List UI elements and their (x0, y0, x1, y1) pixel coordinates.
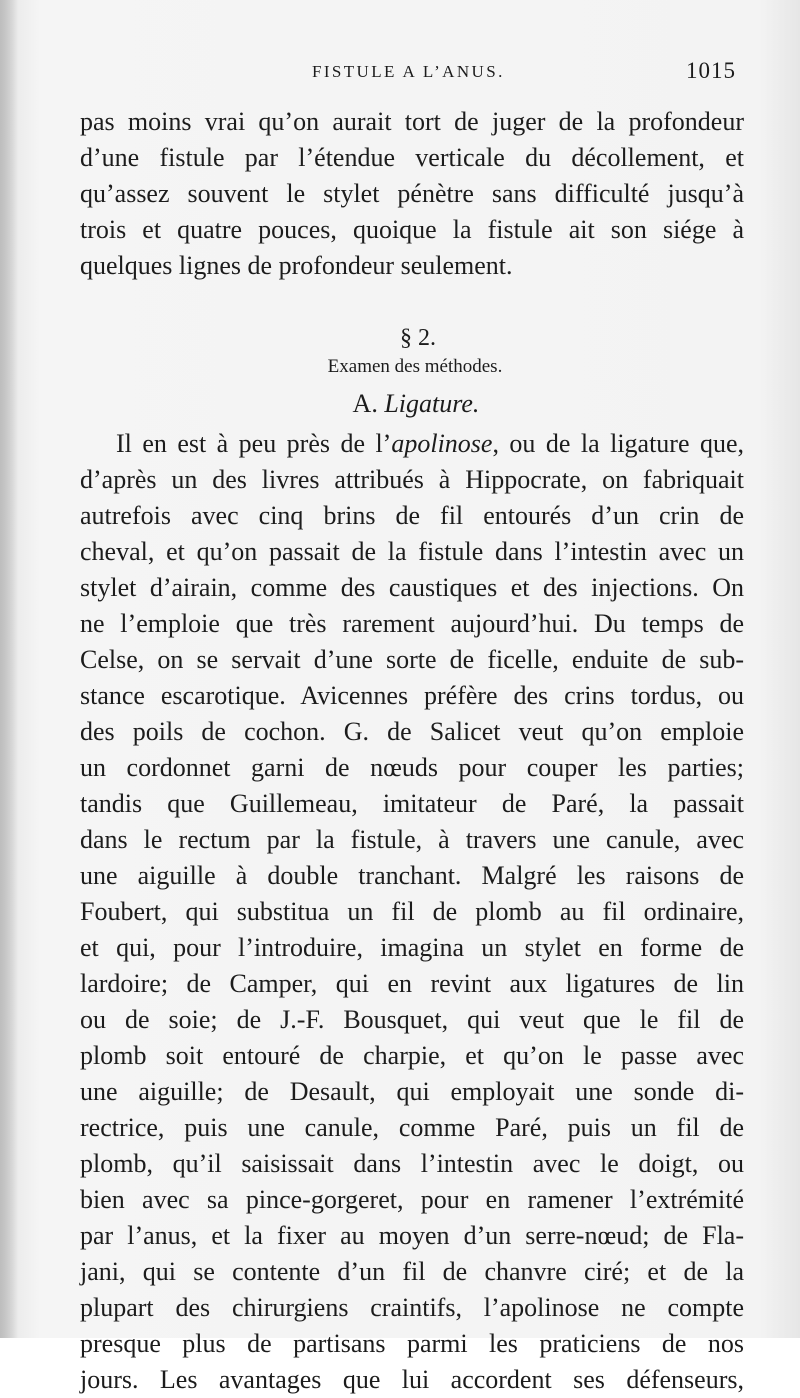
paragraph-continuation (80, 104, 744, 284)
text-line: une aiguille; de Desault, qui employait une sonde di- (80, 1077, 744, 1106)
text-line: ne l’emploie que très rarement aujourd’hui. Du temps de (80, 609, 744, 638)
page-number: 1015 (686, 58, 736, 83)
page-header (0, 58, 800, 88)
running-title: FISTULE A L’ANUS. (312, 62, 505, 81)
text-line-end: , ou de la ligature que, (492, 429, 744, 458)
section-title: Examen des méthodes. (327, 356, 503, 377)
text-line: jours. Les avantages que lui accordent ses défenseurs, (80, 1365, 744, 1394)
text-line: plupart des chirurgiens craintifs, l’apolinose ne compte (80, 1293, 744, 1322)
text-line: une aiguille à double tranchant. Malgré les raisons de (80, 861, 744, 890)
text-line: et qui, pour l’introduire, imagina un stylet en forme de (80, 933, 744, 962)
section-number: § 2. (400, 325, 436, 351)
text-line: stylet d’airain, comme des caustiques et des injections. On (80, 573, 744, 602)
body-text (80, 104, 744, 1398)
text-line: cheval, et qu’on passait de la fistule dans l’intestin avec un (80, 537, 744, 566)
text-line: d’une fistule par l’étendue verticale du décollement, et (80, 143, 744, 172)
text-line: par l’anus, et la fixer au moyen d’un serre-nœud; de Fla- (80, 1221, 744, 1250)
text-line: presque plus de partisans parmi les praticiens de nos (80, 1329, 744, 1358)
text-line: pas moins vrai qu’on aurait tort de juger de la profondeur (80, 107, 744, 136)
text-line: un cordonnet garni de nœuds pour couper les parties; (80, 753, 744, 782)
text-line: ou de soie; de J.-F. Bousquet, qui veut que le fil de (80, 1005, 744, 1034)
text-line: rectrice, puis une canule, comme Paré, puis un fil de (80, 1113, 744, 1142)
text-line: Foubert, qui substitua un fil de plomb au fil ordinaire, (80, 897, 744, 926)
text-line: quelques lignes de profondeur seulement. (80, 251, 513, 280)
subsection-heading (80, 382, 744, 426)
text-line: autrefois avec cinq brins de fil entourés d’un crin de (80, 501, 744, 530)
apolinose-term: apolinose (391, 429, 493, 458)
text-line: dans le rectum par la fistule, à travers une canule, avec (80, 825, 744, 854)
text-line: stance escarotique. Avicennes préfère des crins tordus, ou (80, 681, 744, 710)
paragraph-ligature (80, 426, 744, 1398)
page-edge-shadow (0, 0, 18, 1338)
subsection-title: Ligature. (384, 389, 480, 418)
text-line: trois et quatre pouces, quoique la fistule ait son siége à (80, 215, 744, 244)
text-line-start: Il en est à peu près de l’ (116, 429, 392, 458)
text-line: lardoire; de Camper, qui en revint aux ligatures de lin (80, 969, 744, 998)
text-line (80, 426, 744, 462)
text-line: plomb soit entouré de charpie, et qu’on le passe avec (80, 1041, 744, 1070)
text-line: jani, qui se contente d’un fil de chanvre ciré; et de la (80, 1257, 744, 1286)
text-line: qu’assez souvent le stylet pénètre sans difficulté jusqu’à (80, 179, 744, 208)
text-line: des poils de cochon. G. de Salicet veut qu’on emploie (80, 717, 744, 746)
text-line: d’après un des livres attribués à Hippocrate, on fabriquait (80, 465, 744, 494)
text-line: plomb, qu’il saisissait dans l’intestin avec le doigt, ou (80, 1149, 744, 1178)
text-line: bien avec sa pince-gorgeret, pour en ramener l’extrémité (80, 1185, 744, 1214)
subsection-letter: A. (352, 389, 378, 418)
text-line: Celse, on se servait d’une sorte de ficelle, enduite de sub- (80, 645, 744, 674)
text-line: tandis que Guillemeau, imitateur de Paré, la passait (80, 789, 744, 818)
